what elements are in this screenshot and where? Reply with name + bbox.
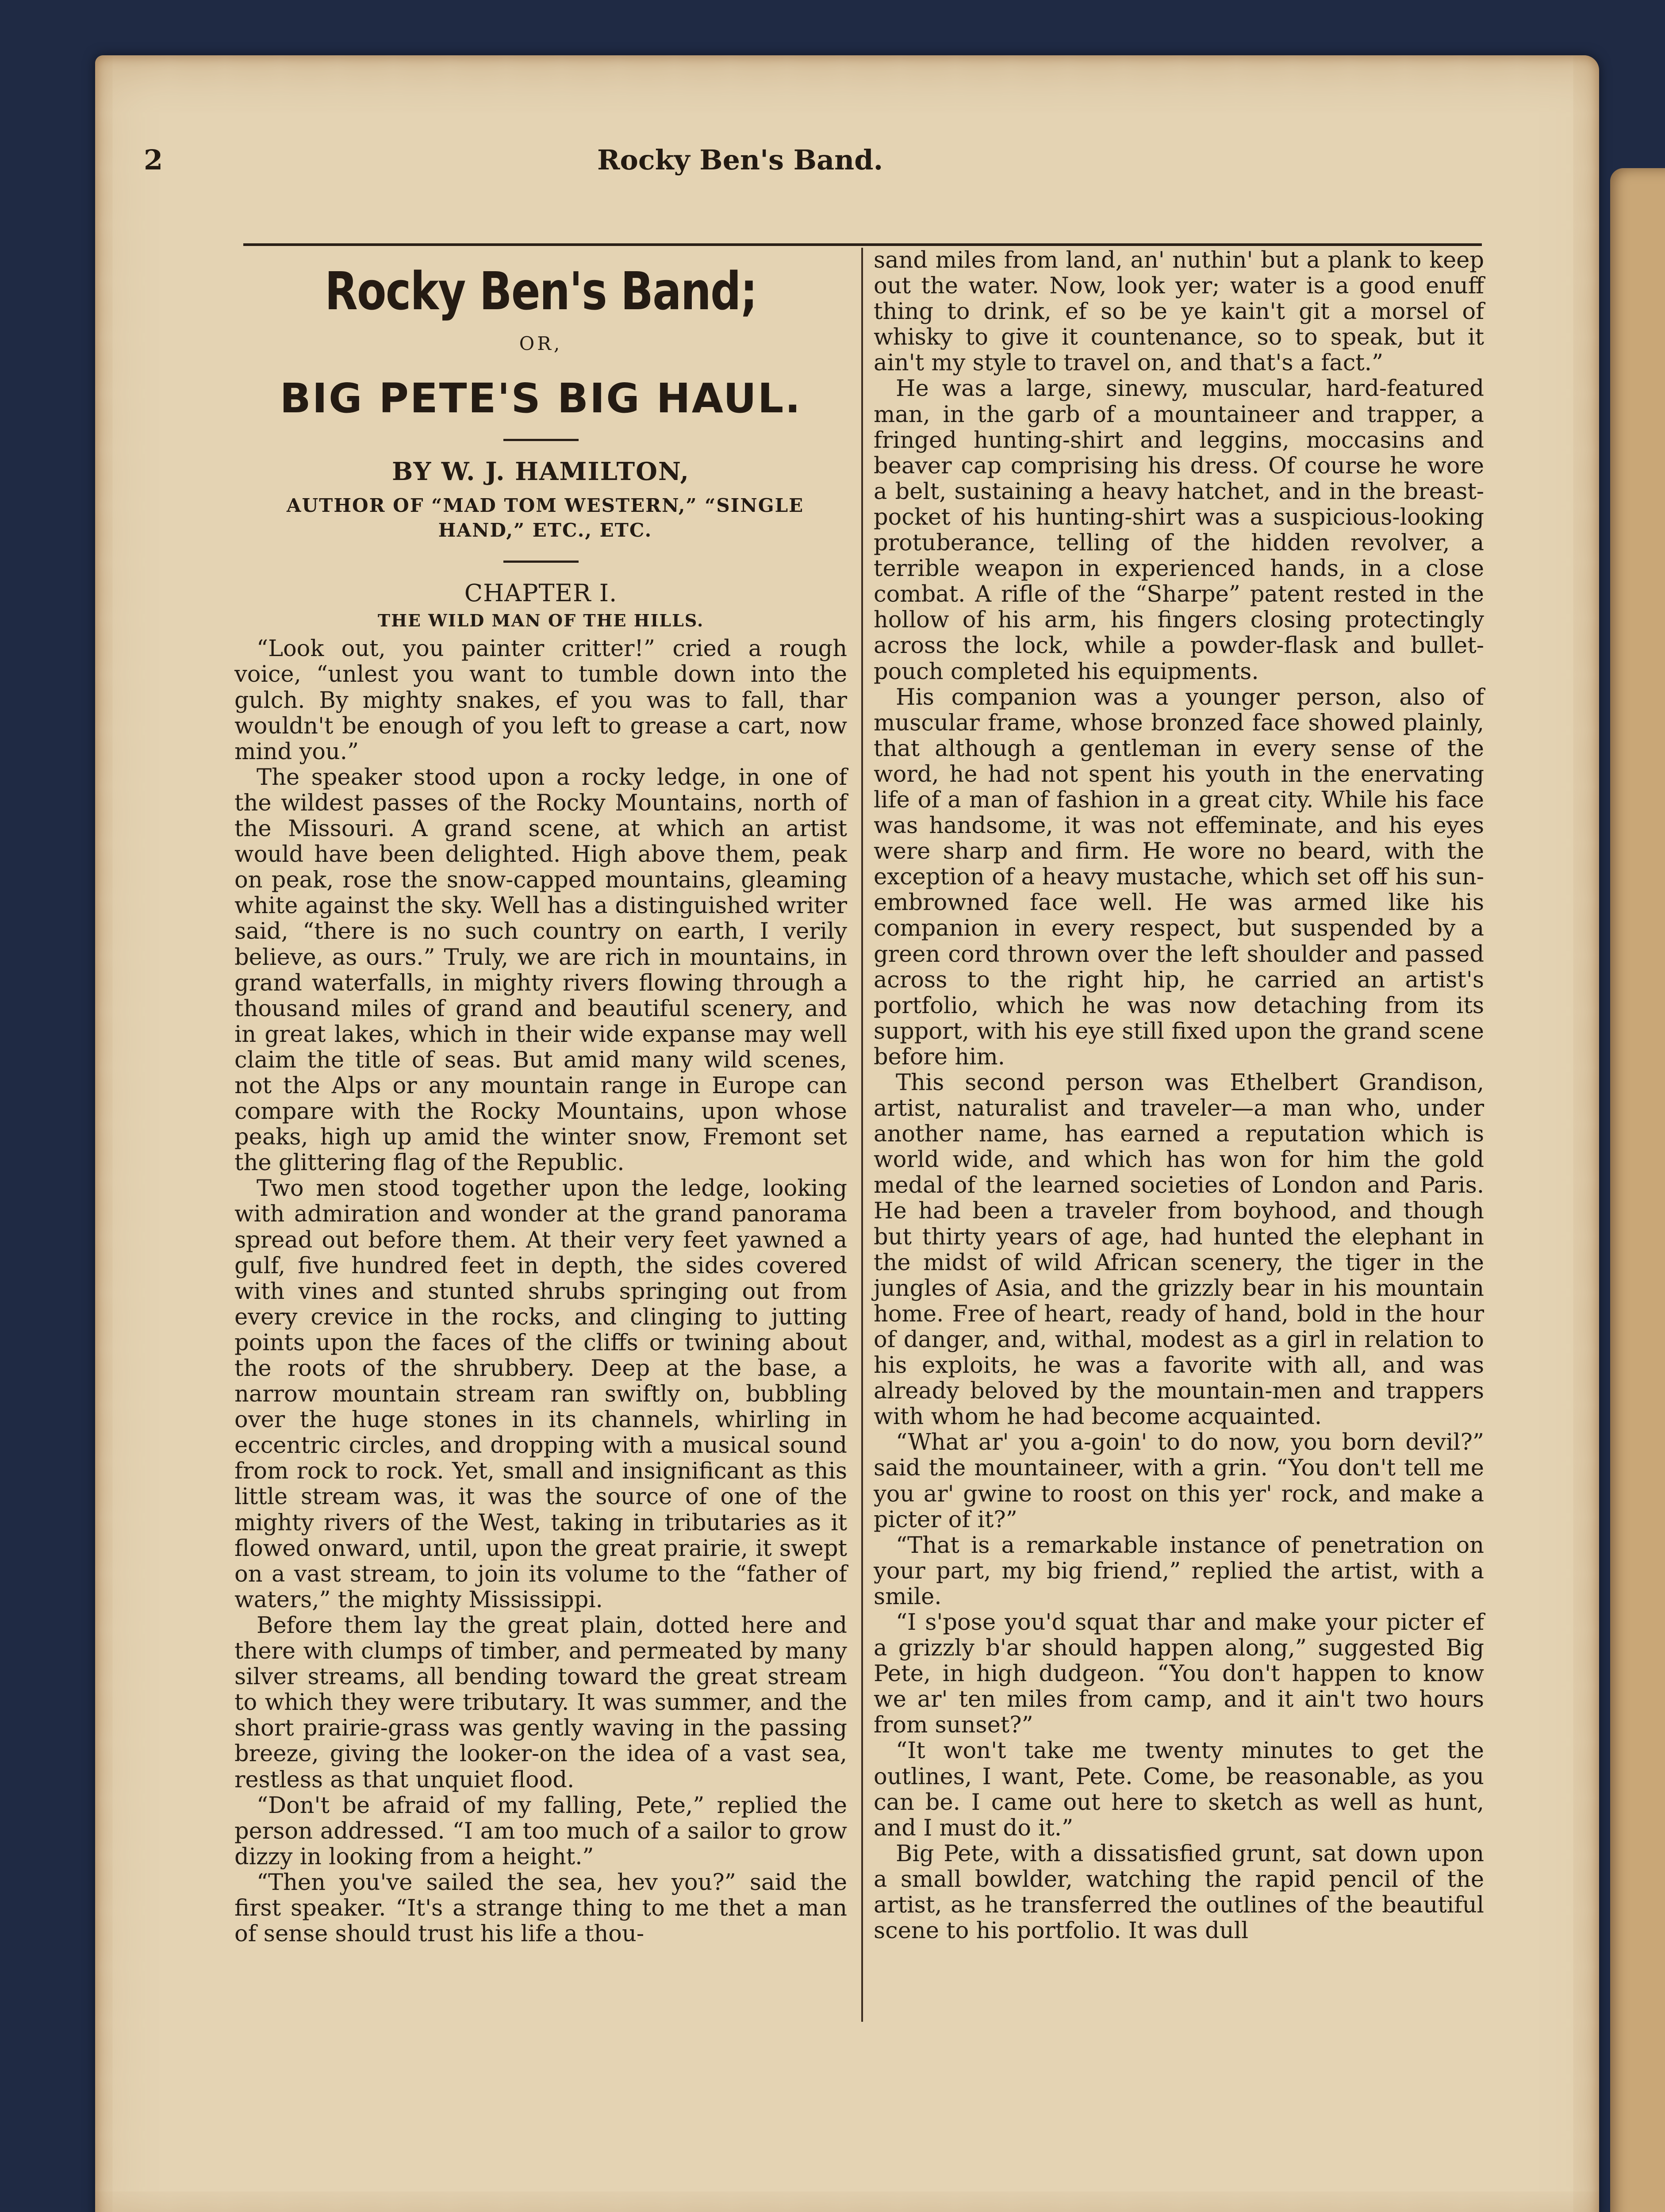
paragraph: Two men stood together upon the ledge, looking with admiration and wonder at the grand panorama spread out before them. At their very feet yawned a gulf, five hundred feet in depth, the sides covered with vines and stunted shrubs springing out from every crevice in the rocks, and clinging to jutting points upon the faces of the cliffs or twining about the roots of the shrubbery. Deep at the base, a narrow mountain stream ran swiftly on, bubbling over the huge stones in its channels, whirling in eccentric circles, and dropping with a musical sound from rock to rock. Yet, small and insignificant as this little stream was, it was the source of one of the mighty rivers of the West, taking in tributaries as it flowed onward, until, upon the great prairie, it swept on a vast stream, to join its volume to the “father of waters,” the mighty Mississippi.	[234, 1175, 847, 1613]
running-title: Rocky Ben's Band.	[597, 144, 883, 176]
paragraph: “I s'pose you'd squat thar and make your picter ef a grizzly b'ar should happen along,” suggested Big Pete, in high dudgeon. “You don't happen to know we ar' ten miles from camp, and it ain't two hours from sunset?”	[874, 1609, 1484, 1739]
paragraph: “What ar' you a-goin' to do now, you born devil?” said the mountaineer, with a grin. “You don't tell me you ar' gwine to roost on this yer' rock, and make a picter of it?”	[874, 1429, 1484, 1533]
paragraph: Before them lay the great plain, dotted here and there with clumps of timber, and permeated by many silver streams, all bending toward the great stream to which they were tributary. It was summer, and the short prairie-grass was gently waving in the passing breeze, giving the looker-on the idea of a vast sea, restless as that unquiet flood.	[234, 1612, 847, 1793]
paragraph: “Then you've sailed the sea, hev you?” said the first speaker. “It's a strange thing to me thet a man of sense should trust his life a thou-	[234, 1869, 847, 1947]
paragraph: Big Pete, with a dissatisfied grunt, sat down upon a small bowlder, watching the rapid pencil of the artist, as he transferred the outlines of the beautiful scene to his portfolio. It was dull	[874, 1840, 1484, 1944]
paragraph: The speaker stood upon a rocky ledge, in one of the wildest passes of the Rocky Mountains, north of the Missouri. A grand scene, at which an artist would have been delighted. High above them, peak on peak, rose the snow-capped mountains, gleaming white against the sky. Well has a distinguished writer said, “there is no such country on earth, I verily believe, as ours.” Truly, we are rich in mountains, in grand waterfalls, in mighty rivers flowing through a thousand miles of grand and beautiful scenery, and in great lakes, which in their wide expanse may well claim the title of seas. But amid many wild scenes, not the Alps or any mountain range in Europe can compare with the Rocky Mountains, upon whose peaks, high up amid the winter snow, Fremont set the glittering flag of the Republic.	[234, 764, 847, 1176]
right-column	[874, 248, 1484, 1944]
paragraph: “It won't take me twenty minutes to get the outlines, I want, Pete. Come, be reasonable, as you can be. I came out here to sketch as well as hunt, and I must do it.”	[874, 1738, 1484, 1841]
byline-rule	[503, 561, 579, 563]
header-rule	[243, 243, 1482, 246]
author-credits: AUTHOR OF “MAD TOM WESTERN,” “SINGLE HAND,” ETC., ETC.	[286, 495, 804, 541]
column-rule	[861, 248, 863, 2022]
paragraph: This second person was Ethelbert Grandison, artist, naturalist and traveler—a man who, under another name, has earned a reputation which is world wide, and which has won for him the gold medal of the learned societies of London and Paris. He had been a traveler from boyhood, and though but thirty years of age, had hunted the elephant in the midst of wild African scenery, the tiger in the jungles of Asia, and the grizzly bear in his mountain home. Free of heart, ready of hand, bold in the hour of danger, and, withal, modest as a girl in relation to his exploits, he was a favorite with all, and was already beloved by the mountain-men and trappers with whom he had become acquainted.	[874, 1070, 1484, 1430]
story-subtitle: BIG PETE'S BIG HAUL.	[280, 375, 802, 422]
chapter-heading: CHAPTER I.	[464, 579, 618, 607]
running-head	[0, 139, 1665, 179]
chapter-title: THE WILD MAN OF THE HILLS.	[377, 611, 704, 631]
title-or: OR,	[519, 333, 563, 354]
paragraph: “Don't be afraid of my falling, Pete,” replied the person addressed. “I am too much of a sailor to grow dizzy in looking from a height.”	[234, 1792, 847, 1870]
paragraph: His companion was a younger person, also of muscular frame, whose bronzed face showed plainly, that although a gentleman in every sense of the word, he had not spent his youth in the enervating life of a man of fashion in a great city. While his face was handsome, it was not effeminate, and his eyes were sharp and firm. He wore no beard, with the exception of a heavy mustache, which set off his sun-embrowned face well. He was armed like his companion in every respect, but suspended by a green cord thrown over the left shoulder and passed across to the right hip, he carried an artist's portfolio, which he was now detaching from its support, with his eye still fixed upon the grand scene before him.	[874, 684, 1484, 1070]
page-number: 2	[144, 144, 163, 176]
story-title: Rocky Ben's Band;	[325, 261, 757, 322]
paragraph-continued: sand miles from land, an' nuthin' but a plank to keep out the water. Now, look yer; water is a good enuff thing to drink, ef so be ye kain't git a morsel of whisky to give it countenance, so to speak, but it ain't my style to travel on, and that's a fact.”	[874, 247, 1484, 376]
adjacent-page-edge	[1610, 168, 1665, 2212]
title-rule	[503, 439, 579, 441]
left-column	[234, 248, 847, 1947]
paragraph: He was a large, sinewy, muscular, hard-featured man, in the garb of a mountaineer and trapper, a fringed hunting-shirt and leggins, moccasins and beaver cap comprising his dress. Of course he wore a belt, sustaining a heavy hatchet, and in the breast-pocket of his hunting-shirt was a suspicious-looking protuberance, telling of the hidden revolver, a terrible weapon in experienced hands, in a close combat. A rifle of the “Sharpe” patent rested in the hollow of his arm, his fingers closing protectingly across the lock, while a powder-flask and bullet-pouch completed his equipments.	[874, 376, 1484, 685]
paragraph: “Look out, you painter critter!” cried a rough voice, “unlest you want to tumble down into the gulch. By mighty snakes, ef you was to fall, thar wouldn't be enough of you left to grease a cart, now mind you.”	[234, 636, 847, 765]
byline: BY W. J. HAMILTON,	[391, 457, 690, 487]
paragraph: “That is a remarkable instance of penetration on your part, my big friend,” replied the artist, with a smile.	[874, 1532, 1484, 1610]
